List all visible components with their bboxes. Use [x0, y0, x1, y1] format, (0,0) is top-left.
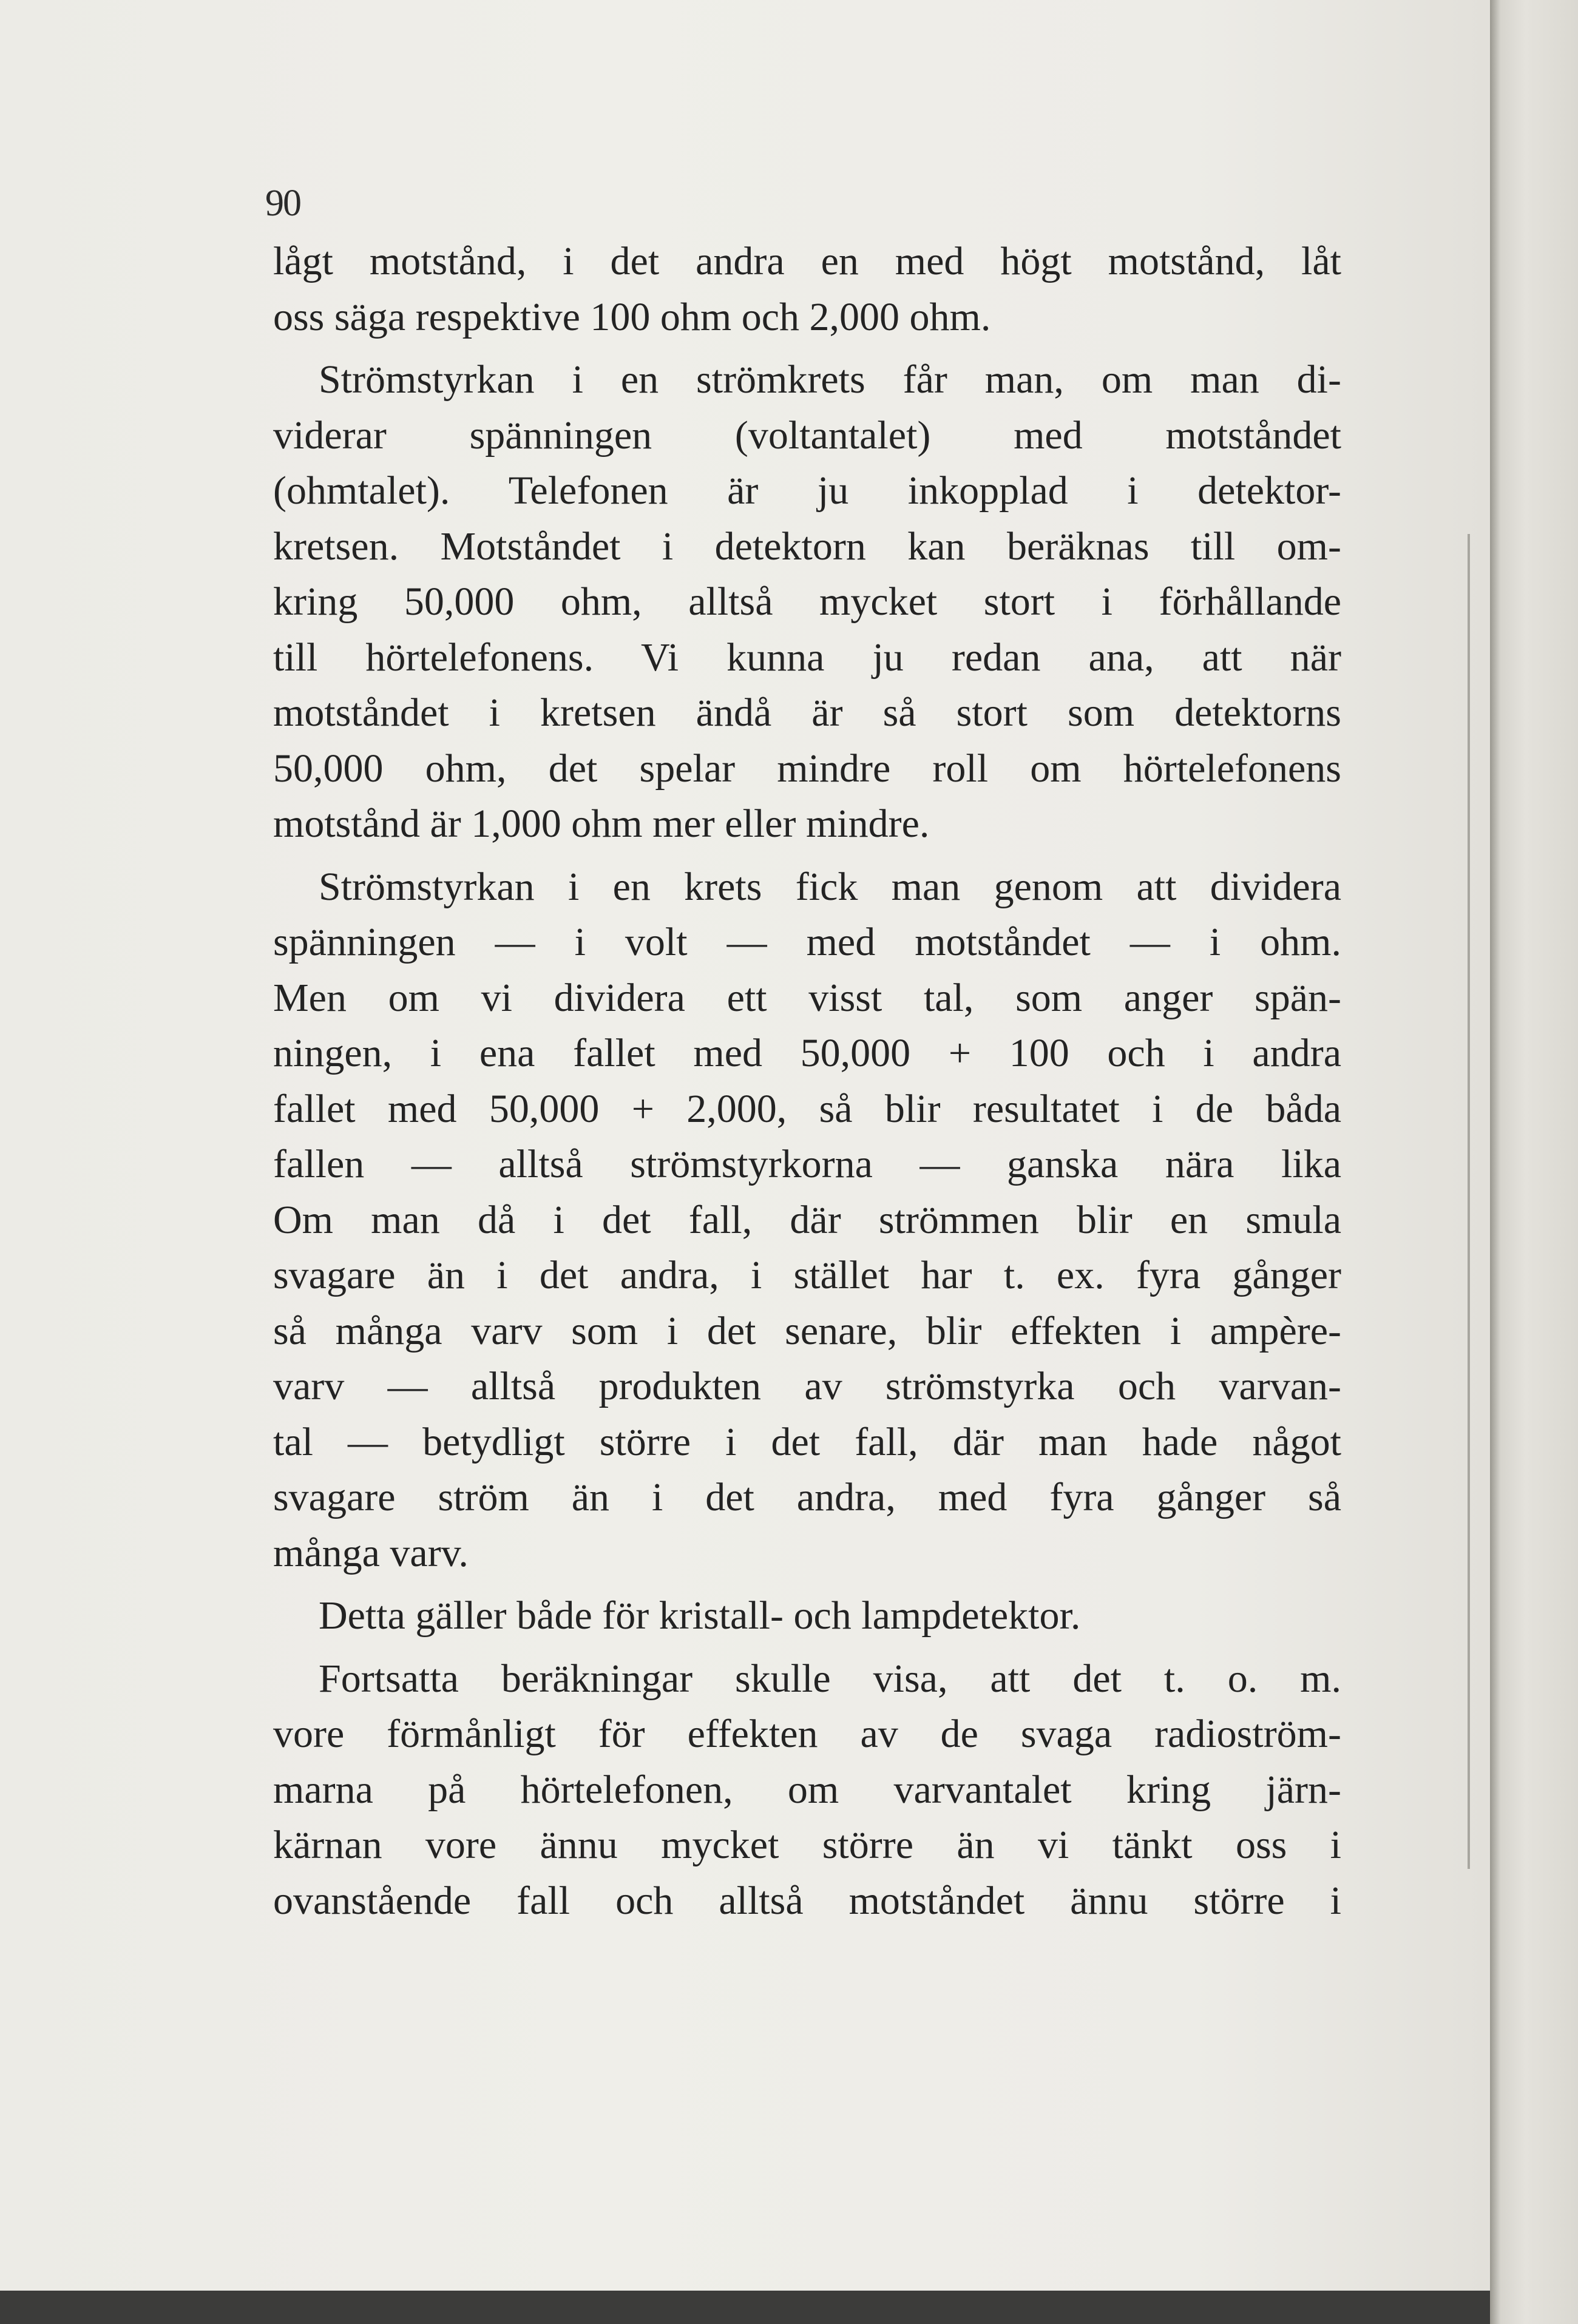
text-line: fallet med 50,000 + 2,000, så blir resultatet i de båda — [273, 1086, 1341, 1131]
text-line: (ohmtalet). Telefonen är ju inkopplad i detektor- — [273, 468, 1341, 513]
text-line: viderar spänningen (voltantalet) med motståndet — [273, 413, 1341, 458]
page-number: 90 — [265, 183, 300, 224]
text-line: motstånd är 1,000 ohm mer eller mindre. — [273, 802, 930, 846]
text-line: vore förmånligt för effekten av de svaga radioström- — [273, 1712, 1341, 1756]
text-line: kretsen. Motståndet i detektorn kan beräknas till om- — [273, 524, 1341, 569]
text-line: till hörtelefonens. Vi kunna ju redan ana, att när — [273, 635, 1341, 680]
text-line: Fortsatta beräkningar skulle visa, att det t. o. m. — [319, 1656, 1341, 1701]
text-line: ningen, i ena fallet med 50,000 + 100 och i andra — [273, 1031, 1341, 1075]
text-line: varv — alltså produkten av strömstyrka och varvan- — [273, 1364, 1341, 1408]
page-fold-line — [1468, 534, 1470, 1869]
text-line: 50,000 ohm, det spelar mindre roll om hörtelefonens — [273, 746, 1341, 791]
text-line: ovanstående fall och alltså motståndet ännu större i — [273, 1878, 1341, 1923]
text-line: tal — betydligt större i det fall, där man hade något — [273, 1419, 1341, 1464]
text-line: oss säga respektive 100 ohm och 2,000 ohm. — [273, 294, 991, 339]
text-line: Men om vi dividera ett visst tal, som anger spän- — [273, 975, 1341, 1020]
text-line: spänningen — i volt — med motståndet — i ohm. — [273, 920, 1341, 964]
paragraph — [273, 352, 1341, 852]
body-text — [273, 234, 1341, 1928]
text-line: lågt motstånd, i det andra en med högt motstånd, låt — [273, 239, 1341, 283]
text-line: Detta gäller både för kristall- och lampdetektor. — [319, 1593, 1081, 1638]
adjacent-page-edge — [1490, 0, 1578, 2324]
text-line: så många varv som i det senare, blir effekten i ampère- — [273, 1308, 1341, 1353]
text-line: marna på hörtelefonen, om varvantalet kring järn- — [273, 1767, 1341, 1812]
paragraph — [273, 859, 1341, 1581]
text-line: fallen — alltså strömstyrkorna — ganska nära lika — [273, 1142, 1341, 1186]
paragraph — [273, 1588, 1341, 1644]
paragraph — [273, 1651, 1341, 1929]
text-line: svagare ström än i det andra, med fyra gånger så — [273, 1475, 1341, 1519]
text-line: kring 50,000 ohm, alltså mycket stort i förhållande — [273, 579, 1341, 624]
text-line: Strömstyrkan i en krets fick man genom att dividera — [319, 864, 1341, 909]
text-line: många varv. — [273, 1530, 469, 1575]
text-line: svagare än i det andra, i stället har t. ex. fyra gånger — [273, 1253, 1341, 1297]
text-line: Om man då i det fall, där strömmen blir en smula — [273, 1197, 1341, 1242]
bottom-shadow — [0, 2291, 1490, 2324]
text-line: kärnan vore ännu mycket större än vi tänkt oss i — [273, 1823, 1341, 1867]
paragraph — [273, 234, 1341, 345]
text-line: motståndet i kretsen ändå är så stort som detektorns — [273, 691, 1341, 735]
text-line: Strömstyrkan i en strömkrets får man, om man di- — [319, 357, 1341, 402]
